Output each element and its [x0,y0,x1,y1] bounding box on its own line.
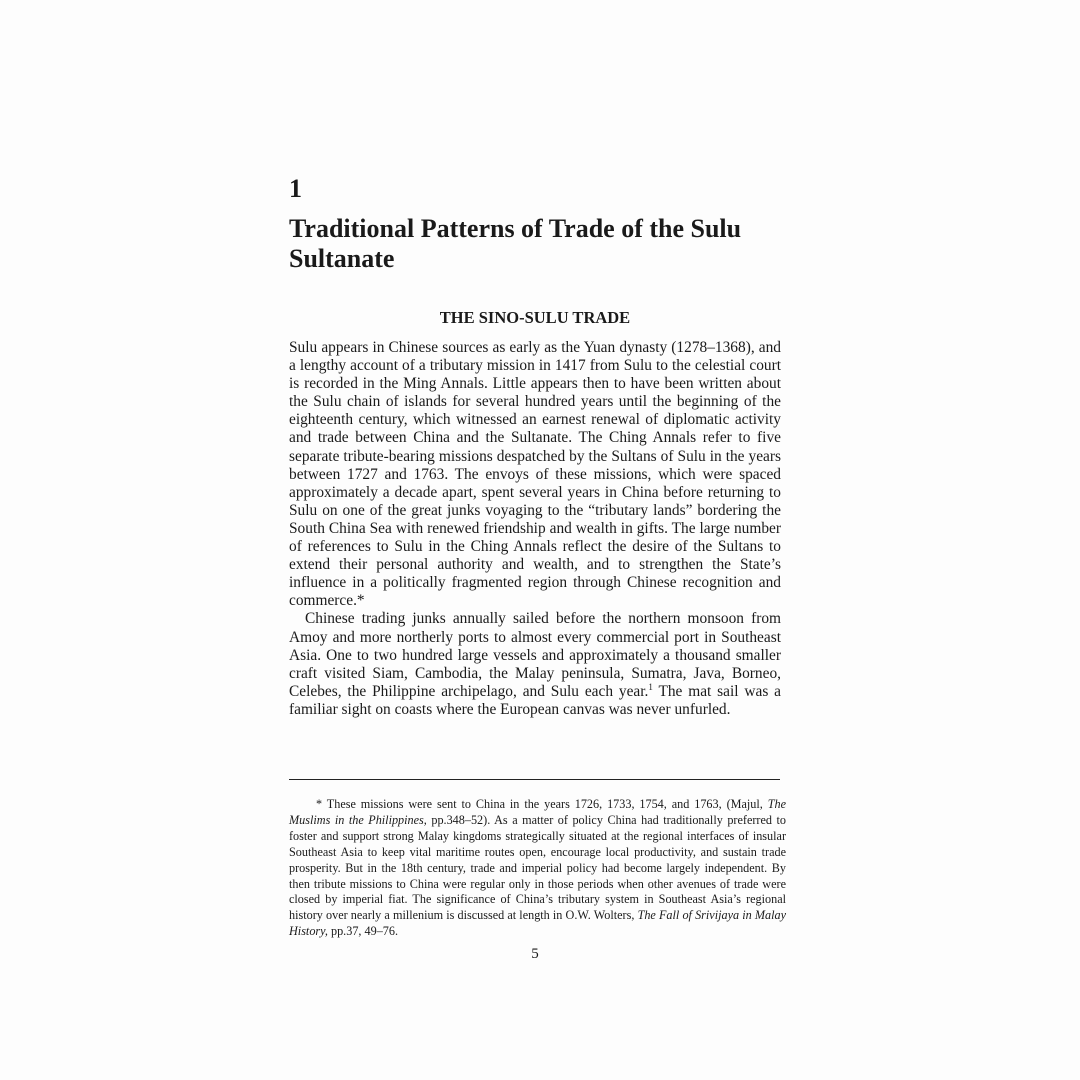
chapter-title: Traditional Patterns of Trade of the Sulu Sultanate [289,214,742,273]
footnote-divider [289,779,780,780]
footnote-citation-title: The Fall of Srivijaya in Malay History, [289,908,786,939]
footnote-reference: 1 [648,681,653,692]
paragraph-2 [289,610,781,719]
chapter-number: 1 [289,174,302,203]
paragraph-1: Sulu appears in Chinese sources as early as the Yuan dynasty (1278–1368), and a lengthy account of a tributary mission in 1417 from Sulu to the celestial court is recorded in the Ming Annals. Little appears then to have been written about the Sulu chain of islands for several hundred years until the beginning of the eighteenth century, which witnessed an earnest renewal of diplomatic activity and trade between China and the Sultanate. The Ching Annals refer to five separate tribute-bearing missions despatched by the Sultans of Sulu in the years between 1727 and 1763. The envoys of these missions, which were spaced approximately a decade apart, spent several years in China before returning to Sulu on one of the great junks voyaging to the “tributary lands” bordering the South China Sea with renewed friendship and wealth in gifts. The large number of references to Sulu in the Ching Annals reflect the desire of the Sultans to extend their personal authority and wealth, and to strengthen the State’s influence in a politically fragmented region through Chinese recognition and commerce.* [289,339,781,610]
body-text [289,339,781,719]
footnote-text: * These missions were sent to China in the years 1726, 1733, 1754, and 1763, (Majul, [316,797,768,811]
footnote-text: pp.348–52). As a matter of policy China had traditionally preferred to foster and support strong Malay kingdoms strategically situated at the regional interfaces of insular Southeast Asia to keep vital maritime routes open, encourage local productivity, and sustain trade prosperity. But in the 18th century, trade and imperial policy had become largely independent. By then tribute missions to China were regular only in those periods when other avenues of trade were closed by imperial fiat. The significance of China’s tributary system in Southeast Asia’s regional history over nearly a millenium is discussed at length in O.W. Wolters, [289,812,786,923]
page-number: 5 [531,946,539,962]
footnote-citation-title: The Muslims in the Philippines, [289,797,786,827]
footnote [289,797,786,940]
paragraph-2-text: Chinese trading junks annually sailed before the northern monsoon from Amoy and more northerly ports to almost every commercial port in Southeast Asia. One to two hundred large vessels and approximately a thousand smaller craft visited Siam, Cambodia, the Malay peninsula, Sumatra, Java, Borneo, Celebes, the Philippine archipelago, and Sulu each year. [289,610,781,700]
footnote-text: pp.37, 49–76. [327,924,399,939]
paragraph-2-text-end: The mat sail was a familiar sight on coasts where the European canvas was never unfurled. [289,682,782,718]
section-heading: THE SINO-SULU TRADE [439,308,631,327]
